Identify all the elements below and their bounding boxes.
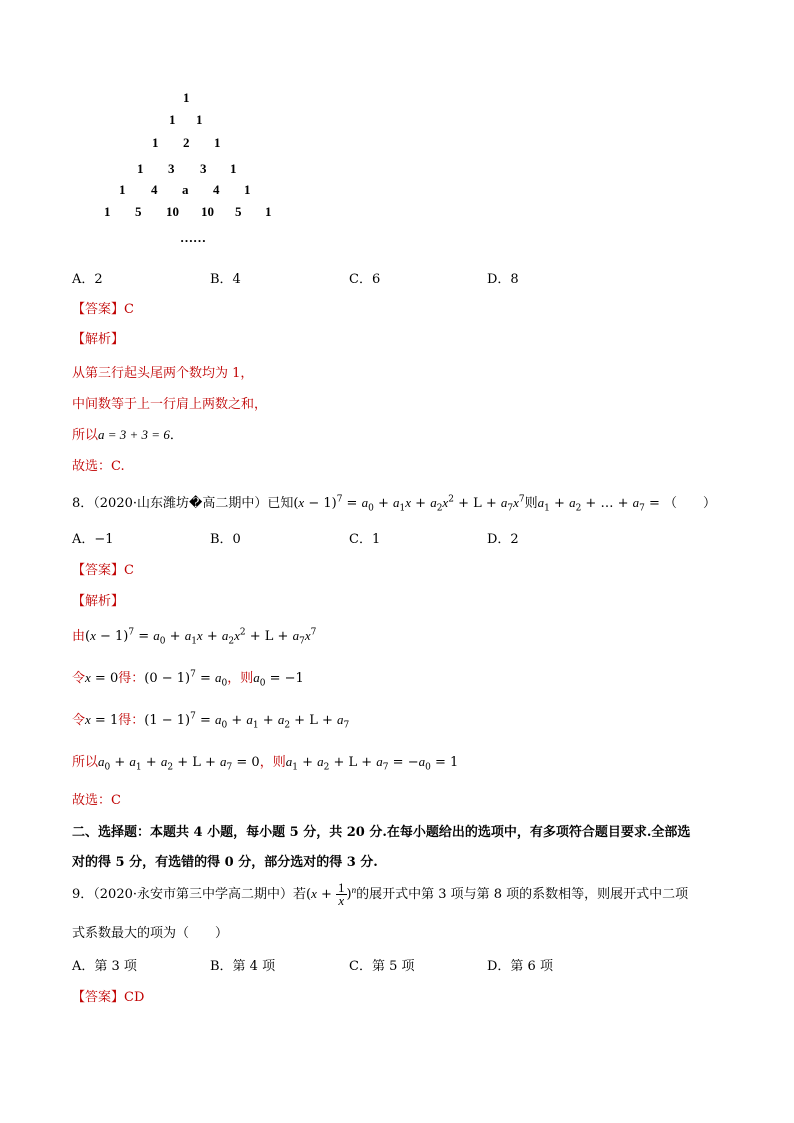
triangle-cell: 10 — [201, 204, 214, 219]
math-expression: $(x - 1)^7 = a_0 + a_1x + a_2x^2 + L + a_7x^7$ — [85, 627, 317, 647]
triangle-cell: 4 — [213, 182, 220, 197]
triangle-cell: 1 — [244, 182, 251, 197]
triangle-cell: 1 — [119, 182, 126, 197]
q7-conclusion: 故选：C. — [72, 459, 125, 474]
triangle-cell: 1 — [230, 161, 237, 176]
option-a[interactable]: A．2 — [72, 272, 103, 287]
section-heading: 二、选择题：本题共 4 小题，每小题 5 分，共 20 分.在每小题给出的选项中，有多项符合题目要求.全部选 — [72, 825, 691, 840]
triangle-cell: 4 — [151, 182, 158, 197]
option-d[interactable]: D．2 — [487, 532, 519, 547]
answer-tag: 【答案】 — [72, 302, 125, 317]
q8-answer — [72, 559, 134, 578]
q9-stem: 9．（2020·永安市第三中学高二期中）若(x + $\frac{1}{x}$ )$^n$的展开式中第 3 项与第 8 项的系数相等，则展开式中二项 — [72, 880, 689, 908]
option-b[interactable]: B．0 — [210, 532, 241, 547]
q8-analysis-line: 令x = 0得：$(0 - 1)^7 = a_0$，则$a_0 = -1$ — [72, 669, 304, 689]
option-a[interactable]: A．第 3 项 — [72, 959, 137, 974]
math-expression: a = 3 + 3 = 6 — [98, 427, 170, 442]
triangle-cell: 1 — [183, 90, 190, 105]
triangle-cell: 1 — [152, 135, 159, 150]
option-c[interactable]: C．第 5 项 — [349, 959, 415, 974]
answer-value: C — [124, 302, 134, 317]
triangle-cell: 5 — [135, 204, 142, 219]
triangle-cell: 1 — [169, 112, 176, 127]
option-d[interactable]: D．第 6 项 — [487, 959, 553, 974]
option-c[interactable]: C．1 — [349, 532, 381, 547]
q7-analysis-tag: 【解析】 — [72, 332, 125, 347]
math-expression: (x + $\frac{1}{x}$ )$^n$ — [306, 880, 357, 908]
answer-value: C — [124, 563, 134, 578]
triangle-ellipsis: …… — [180, 230, 206, 245]
triangle-cell: 2 — [183, 135, 190, 150]
triangle-cell: 10 — [166, 204, 179, 219]
triangle-cell: 1 — [137, 161, 144, 176]
triangle-cell: a — [182, 182, 189, 197]
math-expression: x = 0 — [85, 670, 119, 686]
q7-answer — [72, 298, 134, 317]
q8-analysis-tag: 【解析】 — [72, 594, 125, 609]
option-c[interactable]: C．6 — [349, 272, 381, 287]
triangle-cell: 3 — [200, 161, 207, 176]
q9-answer — [72, 986, 144, 1005]
triangle-cell: 1 — [196, 112, 203, 127]
triangle-cell: 1 — [214, 135, 221, 150]
math-expression: $a_0 + a_1 + a_2 + L + a_7 = 0$ — [98, 754, 260, 773]
triangle-cell: 1 — [265, 204, 272, 219]
option-b[interactable]: B．4 — [210, 272, 241, 287]
math-expression: $a_1 + a_2$ + … + $a_7$ = — [537, 495, 665, 514]
q8-analysis-line: 令x = 1得：$(1 - 1)^7 = a_0 + a_1 + a_2 + L + a_7$ — [72, 711, 350, 731]
math-expression: x = 1 — [85, 712, 119, 728]
q8-analysis-line: 所以$a_0 + a_1 + a_2 + L + a_7 = 0$，则$a_1 + a_2 + L + a_7 = -a_0 = 1$ — [72, 754, 459, 773]
q7-analysis-line: 从第三行起头尾两个数均为 1， — [72, 366, 254, 381]
triangle-cell: 5 — [235, 204, 242, 219]
q8-analysis-line: 由$(x - 1)^7 = a_0 + a_1x + a_2x^2 + L + a_7x^7$ — [72, 627, 317, 647]
option-d[interactable]: D．8 — [487, 272, 519, 287]
math-expression: $(1 - 1)^7 = a_0 + a_1 + a_2 + L + a_7$ — [144, 711, 350, 731]
q7-analysis-line: 中间数等于上一行肩上两数之和， — [72, 397, 268, 412]
math-expression: $(x - 1)^7 = a_0 + a_1x + a_2x^2 + L + a_7x^7$ — [293, 494, 525, 514]
option-b[interactable]: B．第 4 项 — [210, 959, 276, 974]
answer-tag: 【答案】 — [72, 990, 125, 1005]
triangle-cell: 1 — [104, 204, 111, 219]
section-heading: 对的得 5 分，有选错的得 0 分，部分选对的得 3 分. — [72, 855, 378, 870]
answer-tag: 【答案】 — [72, 563, 125, 578]
answer-value: CD — [124, 990, 145, 1005]
q9-stem-line2: 式系数最大的项为（ ） — [72, 926, 229, 941]
math-expression: $(0 - 1)^7 = a_0$ — [144, 669, 228, 689]
option-a[interactable]: A．−1 — [72, 532, 114, 547]
q7-analysis-line: 所以a = 3 + 3 = 6． — [72, 427, 183, 443]
math-expression: $a_0 = -1$ — [253, 670, 304, 689]
q8-conclusion: 故选：C — [72, 793, 121, 808]
triangle-cell: 3 — [168, 161, 175, 176]
math-expression: $a_1 + a_2 + L + a_7 = -a_0 = 1$ — [285, 754, 459, 773]
q8-stem: 8．（2020·山东潍坊�高二期中）已知$(x - 1)^7 = a_0 + a_1x + a_2x^2 + L + a_7x^7$则$a_1 + a_2$ + … + $a_7$ = （ ） — [72, 494, 717, 514]
